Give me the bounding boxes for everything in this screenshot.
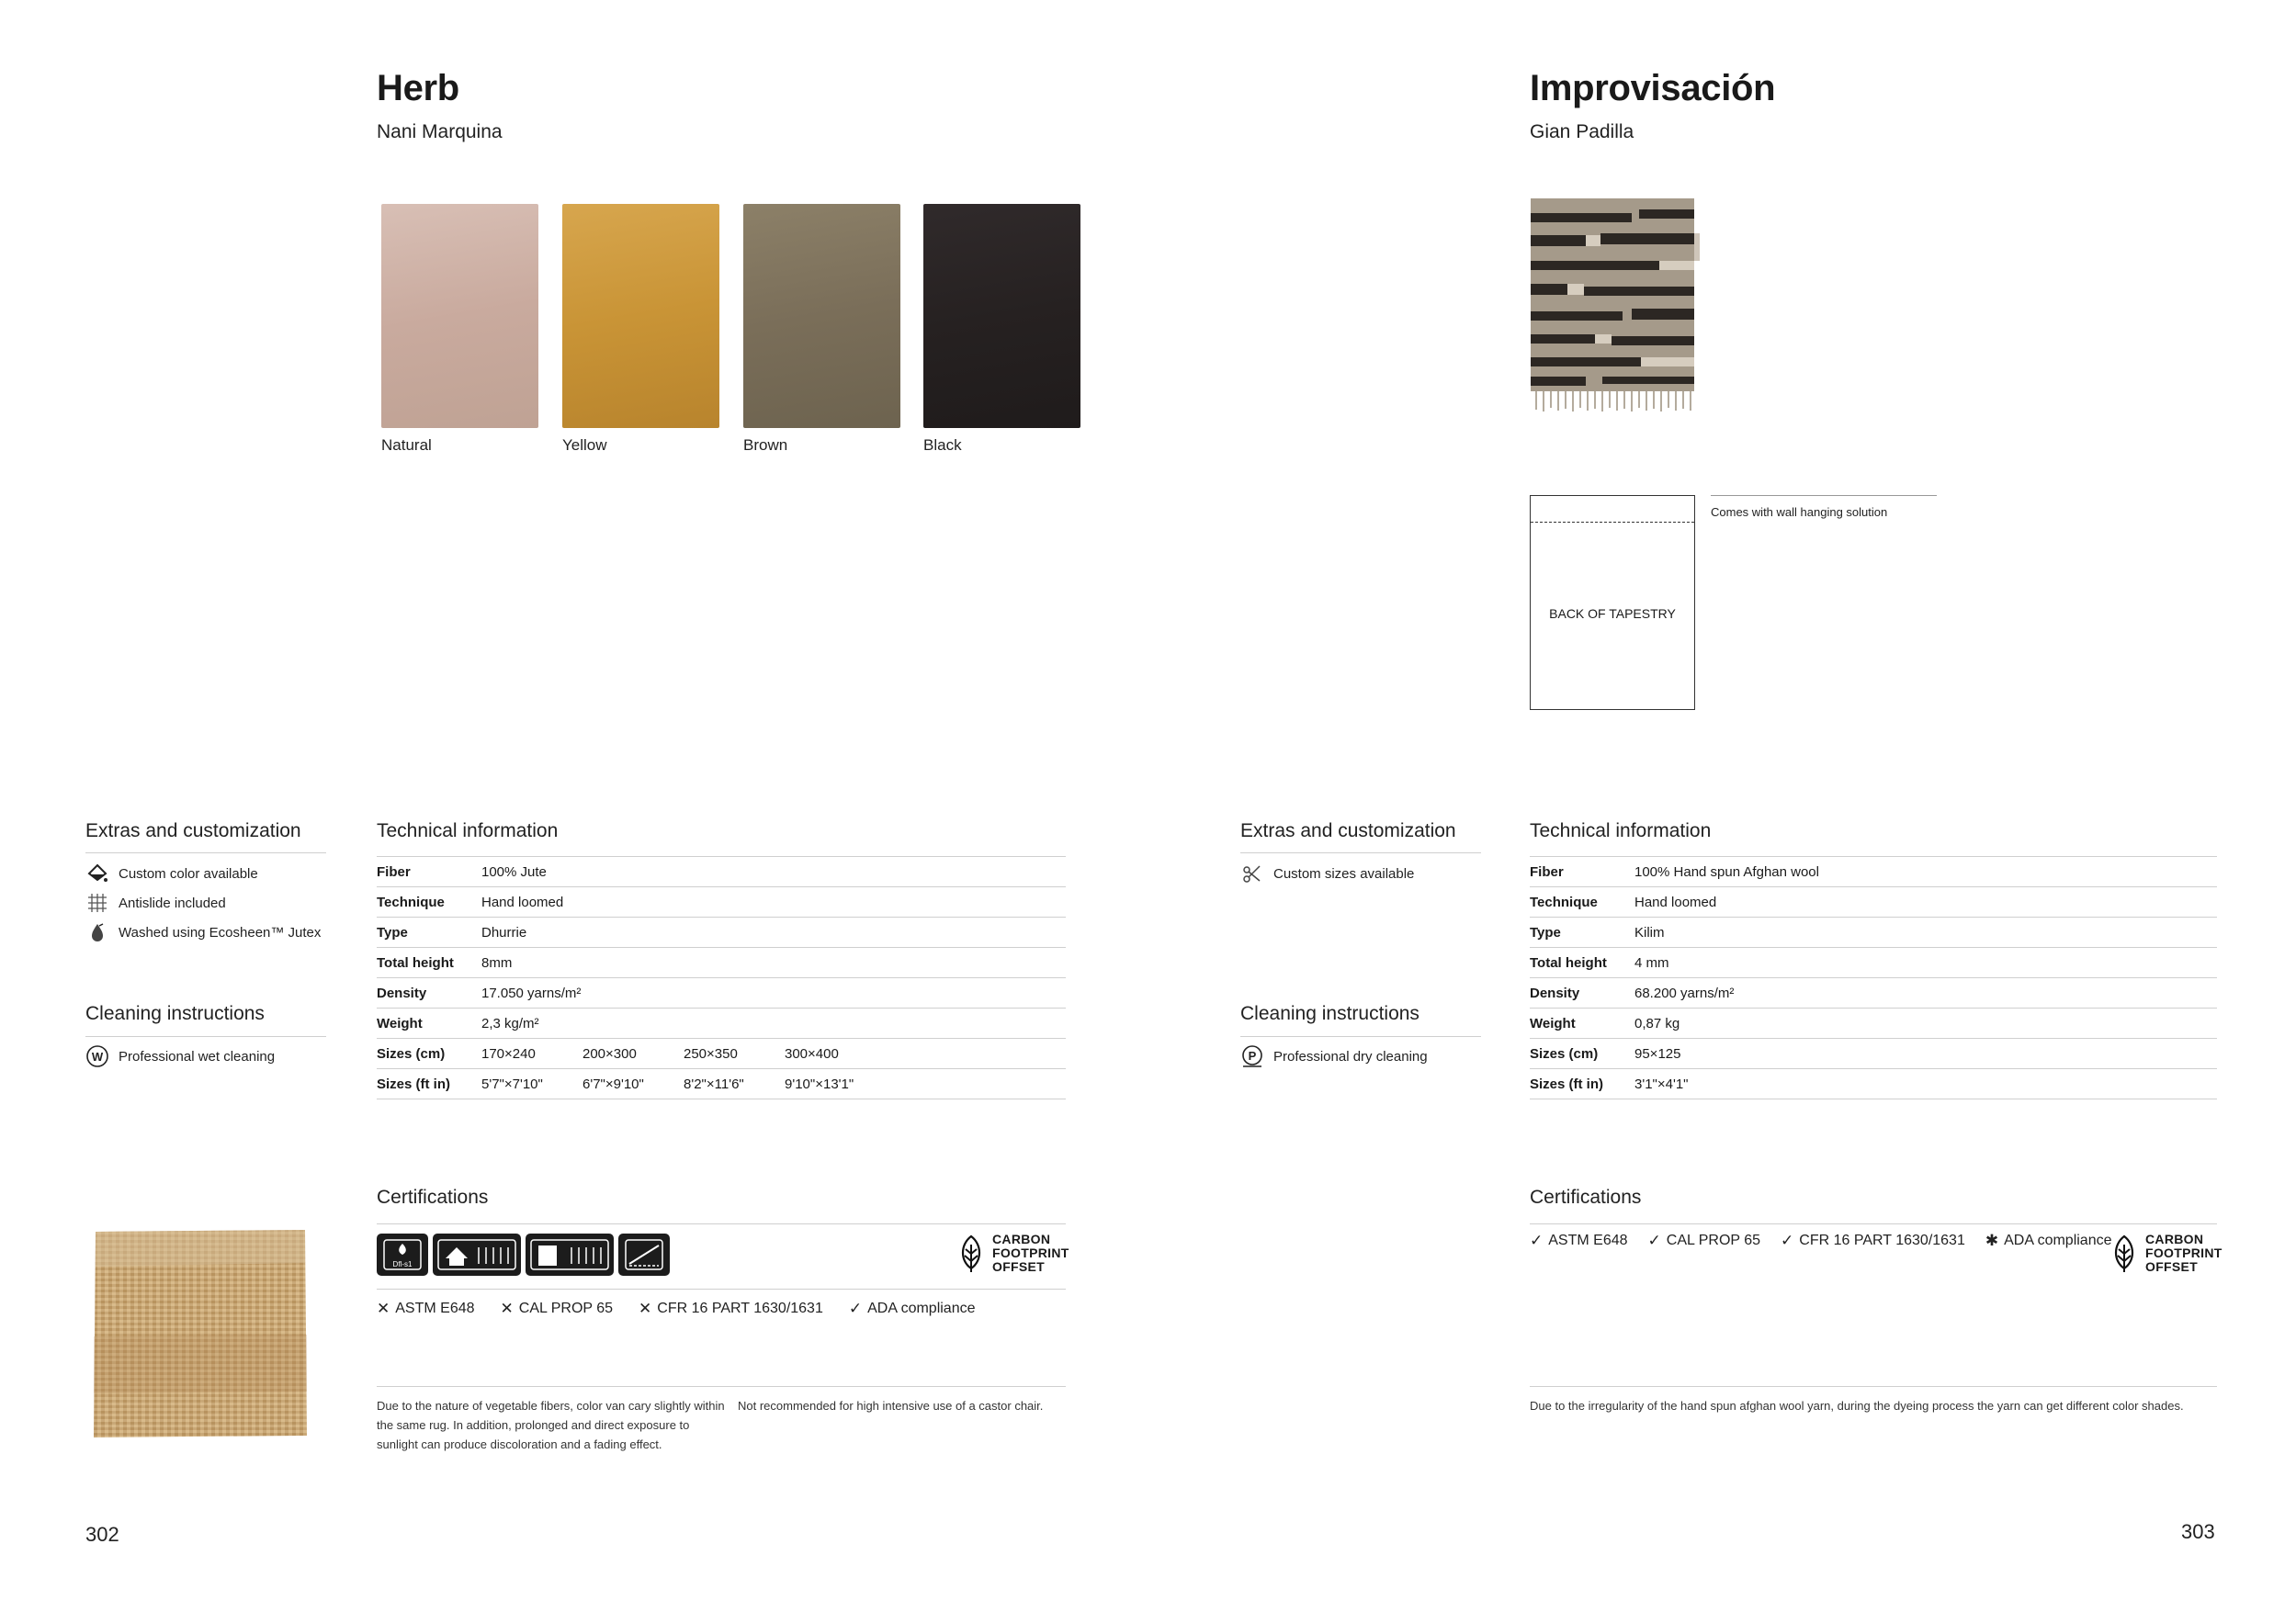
tech-row [377,1009,1066,1039]
cert-label: ADA compliance [867,1301,976,1316]
tech-row [377,948,1066,978]
cert-item [1530,1232,1628,1250]
tech-value: 17.050 yarns/m² [481,985,582,1001]
divider [1711,495,1937,496]
paint-bucket-icon [85,862,109,885]
texture-sample [90,1226,311,1442]
tech-table-herb [377,856,1066,1099]
tech-key: Weight [1530,1015,1576,1031]
wall-hanging-note: Comes with wall hanging solution [1711,505,1888,519]
tech-value: 95×125 [1634,1045,1681,1062]
cert-list-improvisacion [1530,1227,2112,1255]
wet-cleaning-icon [85,1044,109,1068]
tech-value: 300×400 [785,1045,839,1062]
tech-value: 250×350 [684,1045,738,1062]
tech-value: 4 mm [1634,954,1669,971]
tech-key: Type [1530,924,1561,941]
tech-value: 0,87 kg [1634,1015,1680,1031]
tech-row [1530,978,2217,1009]
carbon-text [2145,1233,2222,1274]
commercial-use-icon [526,1234,614,1276]
swatch-label: Natural [381,436,432,454]
cert-label: CFR 16 PART 1630/1631 [1799,1233,1965,1248]
cert-label: CAL PROP 65 [1666,1233,1761,1248]
svg-text:P: P [1248,1049,1257,1063]
cert-heading: Certifications [1530,1187,1642,1208]
check-icon: ✓ [848,1300,863,1317]
cleaning-label: Professional dry cleaning [1273,1048,1428,1065]
note-castor-chair: Not recommended for high intensive use of a castor chair. [738,1399,1044,1413]
swatch-label: Yellow [562,436,607,454]
tech-key: Weight [377,1015,423,1031]
tech-value: 100% Jute [481,863,547,880]
cleaning-heading: Cleaning instructions [1240,1003,1419,1024]
cleaning-item [1240,1042,1428,1071]
cert-item [501,1300,614,1318]
asterisk-icon: ✱ [1985,1232,1999,1249]
cleaning-label: Professional wet cleaning [119,1048,276,1065]
cert-badges [377,1234,674,1276]
check-icon: ✓ [1530,1232,1544,1249]
tech-key: Fiber [1530,863,1564,880]
tech-table-improvisacion [1530,856,2217,1099]
carbon-line: FOOTPRINT [992,1245,1069,1260]
back-label: BACK OF TAPESTRY [1549,606,1676,621]
cert-item [639,1300,823,1318]
check-icon: ✓ [1781,1232,1794,1249]
divider [1530,1386,2217,1387]
tech-key: Density [1530,985,1580,1001]
extra-label: Custom sizes available [1273,865,1415,882]
designer-improvisacion: Gian Padilla [1530,121,1634,142]
tech-value: Kilim [1634,924,1665,941]
tech-row [377,887,1066,918]
divider [377,1223,1066,1224]
cert-heading: Certifications [377,1187,489,1208]
cert-label: CFR 16 PART 1630/1631 [657,1301,823,1316]
swatch-yellow [562,204,719,428]
tech-key: Sizes (ft in) [1530,1076,1604,1092]
tech-key: Density [377,985,427,1001]
tech-value: 100% Hand spun Afghan wool [1634,863,1819,880]
tech-value: 9'10"×13'1" [785,1076,854,1092]
carbon-offset-badge [2109,1233,2222,1274]
cert-label: ASTM E648 [1548,1233,1628,1248]
tech-row [1530,918,2217,948]
carbon-line: OFFSET [2145,1259,2199,1274]
tech-value: 5'7"×7'10" [481,1076,543,1092]
tapestry-image [1529,197,1703,417]
swatch-image [923,204,1080,428]
product-title-improvisacion: Improvisación [1530,68,1776,108]
tech-value: 3'1"×4'1" [1634,1076,1689,1092]
page-number-right: 303 [2181,1520,2215,1543]
tech-heading: Technical information [377,820,559,841]
note-wool-shades: Due to the irregularity of the hand spun afghan wool yarn, during the dyeing process the yarn can get different color shades. [1530,1399,2184,1413]
tech-row [377,918,1066,948]
tech-row [1530,1009,2217,1039]
tech-heading: Technical information [1530,820,1712,841]
tech-value: Hand loomed [1634,894,1717,910]
cert-item [377,1300,475,1318]
divider [1530,1223,2217,1224]
tech-key: Type [377,924,408,941]
carbon-offset-badge [956,1233,1069,1274]
cleaning-heading: Cleaning instructions [85,1003,265,1024]
divider [1240,1036,1481,1037]
cert-item [1985,1232,2112,1250]
page-number-left: 302 [85,1523,119,1546]
swatch-black [923,204,1080,428]
leaf-icon [2109,1234,2140,1274]
tech-row [1530,1069,2217,1099]
cleaning-item [85,1042,275,1071]
swatch-brown [743,204,900,428]
swatch-image [743,204,900,428]
swatch-label: Black [923,436,962,454]
carbon-line: OFFSET [992,1259,1046,1274]
swatch-label: Brown [743,436,788,454]
tech-row [377,857,1066,887]
tech-value: 200×300 [582,1045,637,1062]
extra-item [85,888,343,918]
divider [377,1289,1066,1290]
tech-key: Total height [1530,954,1607,971]
carbon-line: CARBON [2145,1232,2204,1246]
extra-item [1240,859,1414,888]
tech-key: Sizes (ft in) [377,1076,451,1092]
cross-icon: ✕ [377,1300,390,1317]
tech-row [377,978,1066,1009]
dry-cleaning-icon [1240,1044,1264,1068]
extras-list [85,859,343,947]
swatch-natural [381,204,538,428]
cross-icon: ✕ [639,1300,652,1317]
scissors-icon [1240,862,1264,885]
cert-item [849,1300,976,1318]
divider [85,1036,326,1037]
cert-label: CAL PROP 65 [518,1301,614,1316]
tech-key: Sizes (cm) [1530,1045,1599,1062]
carbon-line: CARBON [992,1232,1051,1246]
extra-item [85,918,343,947]
hanging-line [1531,522,1694,523]
cert-label: ASTM E648 [395,1301,475,1316]
extras-heading: Extras and customization [1240,820,1456,841]
extra-label: Custom color available [119,865,258,882]
tech-key: Technique [1530,894,1598,910]
tech-key: Sizes (cm) [377,1045,446,1062]
tech-key: Technique [377,894,445,910]
grid-icon [85,891,109,915]
svg-text:W: W [91,1050,104,1064]
back-of-tapestry-diagram [1530,495,1695,710]
tech-value: 2,3 kg/m² [481,1015,539,1031]
divider [1240,852,1481,853]
divider [85,852,326,853]
cert-item [1781,1232,1965,1250]
tech-value: 8'2"×11'6" [684,1076,744,1092]
note-vegetable-fibers: Due to the nature of vegetable fibers, color van cary slightly within the same rug. In addition, prolonged and direct exposure to sunlight can produce discoloration and a fading effect. [377,1399,725,1451]
extra-label: Antislide included [119,895,226,911]
tech-row [1530,1039,2217,1069]
extra-label: Washed using Ecosheen™ Jutex [119,924,322,941]
divider [377,1386,1066,1387]
cert-label: ADA compliance [2004,1233,2112,1248]
swatch-image [562,204,719,428]
tech-value: 6'7"×9'10" [582,1076,644,1092]
fire-rating-icon [377,1234,428,1276]
carbon-text [992,1233,1069,1274]
tech-value: Hand loomed [481,894,564,910]
tech-value: 8mm [481,954,513,971]
extras-heading: Extras and customization [85,820,301,841]
stairs-icon [618,1234,670,1276]
tech-row [1530,948,2217,978]
leaf-icon [956,1234,987,1274]
tech-row [377,1069,1066,1099]
product-title-herb: Herb [377,68,459,108]
tech-key: Total height [377,954,454,971]
designer-herb: Nani Marquina [377,121,503,142]
tech-value: 170×240 [481,1045,536,1062]
swatch-image [381,204,538,428]
check-icon: ✓ [1647,1232,1661,1249]
tech-row [1530,857,2217,887]
carbon-line: FOOTPRINT [2145,1245,2222,1260]
tech-value: 68.200 yarns/m² [1634,985,1735,1001]
cert-list-herb [377,1295,1001,1323]
tech-key: Fiber [377,863,411,880]
droplet-icon [85,920,109,944]
tech-row [1530,887,2217,918]
cert-item [1648,1232,1761,1250]
residential-use-icon [433,1234,521,1276]
tech-value: Dhurrie [481,924,527,941]
svg-text:Dfl-s1: Dfl-s1 [392,1260,413,1268]
tech-row [377,1039,1066,1069]
extra-item [85,859,343,888]
jute-texture-image [90,1226,311,1442]
cross-icon: ✕ [500,1300,514,1317]
